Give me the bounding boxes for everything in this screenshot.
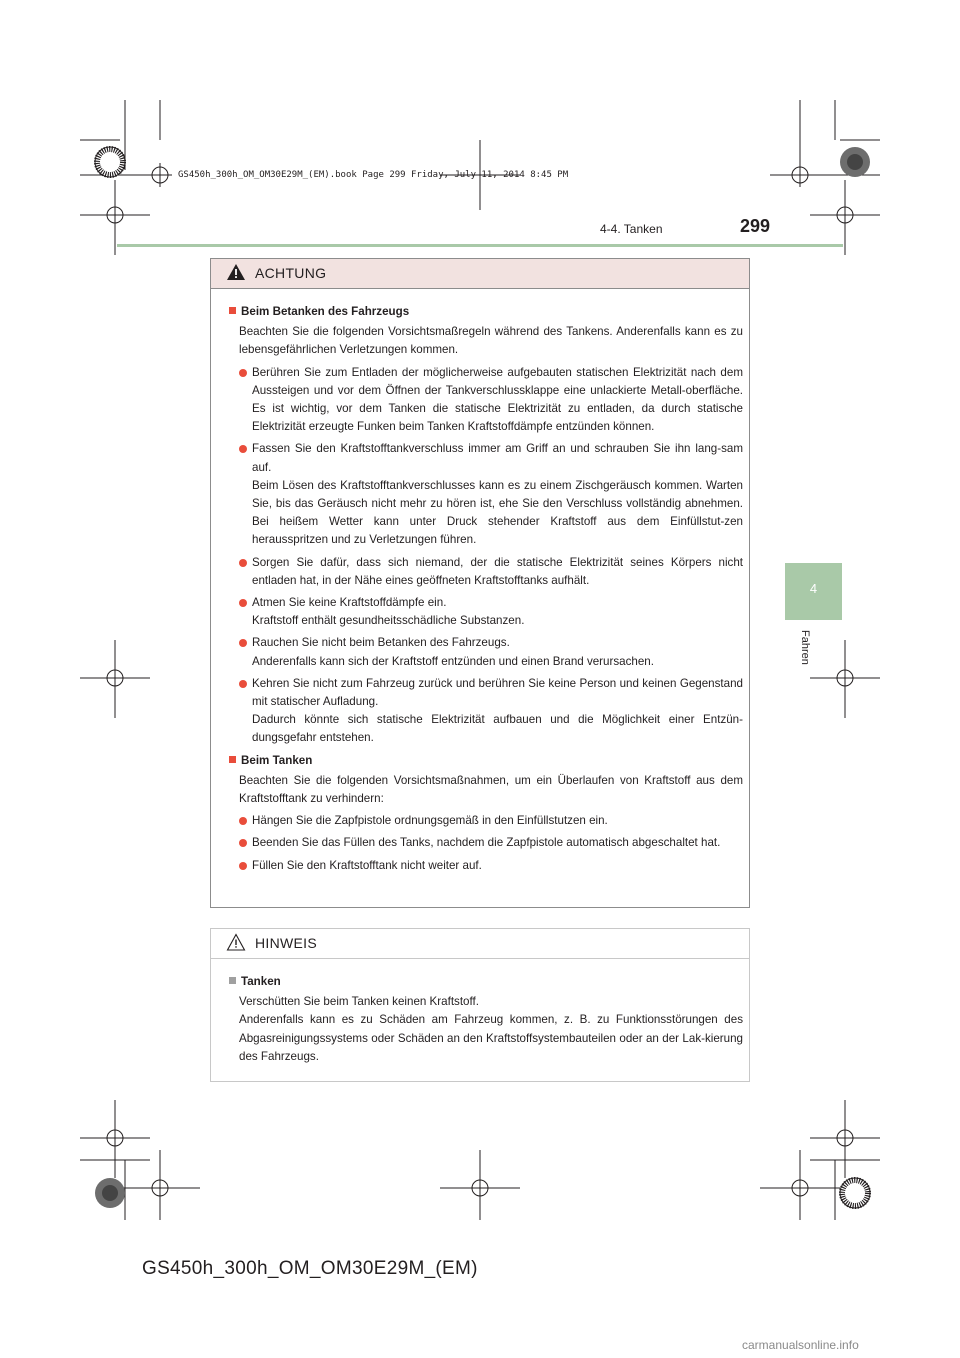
caution-box xyxy=(210,258,750,908)
bullet-dot-icon xyxy=(239,862,247,870)
section-intro: Beachten Sie die folgenden Vorsichtsmaßnahmen, um ein Überlaufen von Kraftstoff aus dem Kraftstofftank zu verhindern: xyxy=(239,773,743,806)
list-item: Kehren Sie nicht zum Fahrzeug zurück und berühren Sie keine Person und keinen Gegenstand mit statischer Aufladung. Dadurch könnte sich statische Elektrizität aufbauen und die Möglichkeit einer Entzün-dungsgefahr entstehen. xyxy=(229,675,743,748)
notice-box xyxy=(210,928,750,1082)
square-bullet-icon xyxy=(229,756,236,763)
bullet-dot-icon xyxy=(239,445,247,453)
bullet-dot-icon xyxy=(239,680,247,688)
caution-title: ACHTUNG xyxy=(255,265,327,281)
notice-text: Verschütten Sie beim Tanken keinen Kraftstoff. Anderenfalls kann es zu Schäden am Fahrzeug kommen, z. B. zu Funktionsstörungen des Abgasreinigungssystems oder Schäden an den Kraftstoffsystembauteilen oder an der Lak-kierung des Fahrzeugs. xyxy=(239,995,743,1063)
bullet-dot-icon xyxy=(239,817,247,825)
bullet-dot-icon xyxy=(239,369,247,377)
square-bullet-icon xyxy=(229,307,236,314)
bullet-dot-icon xyxy=(239,599,247,607)
section-intro: Beachten Sie die folgenden Vorsichtsmaßregeln während des Tankens. Anderenfalls kann es zu lebensgefährlichen Verletzungen kommen. xyxy=(239,325,743,357)
notice-triangle-icon xyxy=(226,933,246,951)
list-item: Fassen Sie den Kraftstofftankverschluss immer am Griff an und schrauben Sie ihn lang-sam auf. Beim Lösen des Kraftstofftankverschlusses kann es zu einem Zischgeräusch kommen. Warten Sie, bis das Geräusch nicht mehr zu hören ist, ehe Sie den Verschluss vollständig abnehmen. Bei heißem Wetter kann unter Druck stehender Kraftstoff aus dem Einfüllstut-zen herausspritzen und zu Verletzungen führen. xyxy=(229,440,743,549)
list-item: Rauchen Sie nicht beim Betanken des Fahrzeugs. Anderenfalls kann sich der Kraftstoff entzünden und einen Brand verursachen. xyxy=(229,634,743,670)
caution-body xyxy=(211,289,749,875)
bullet-dot-icon xyxy=(239,559,247,567)
square-bullet-icon xyxy=(229,977,236,984)
section-title: 4-4. Tanken xyxy=(600,222,663,236)
warning-triangle-icon xyxy=(226,263,246,281)
header-rule xyxy=(117,244,843,247)
file-header: GS450h_300h_OM_OM30E29M_(EM).book Page 299 Friday, July 11, 2014 8:45 PM xyxy=(178,170,569,180)
notice-body xyxy=(211,959,749,1066)
list-item: Hängen Sie die Zapfpistole ordnungsgemäß in den Einfüllstutzen ein. xyxy=(229,812,743,830)
list-item: Berühren Sie zum Entladen der möglicherweise aufgebauten statischen Elektrizität nach dem Aussteigen und vor dem Öffnen der Tankverschlussklappe eine unlackierte Metall-oberfläche. Es ist wichtig, vor dem Tanken die statische Elektrizität zu entladen, da durch statische Elektrizität erzeugte Funken beim Tanken Kraftstoffdämpfe entzünden können. xyxy=(229,364,743,437)
bullet-dot-icon xyxy=(239,639,247,647)
chapter-number: 4 xyxy=(809,581,818,596)
section-heading: Tanken xyxy=(229,973,743,991)
caution-section xyxy=(221,752,743,875)
caution-header xyxy=(211,259,749,289)
document-code: GS450h_300h_OM_OM30E29M_(EM) xyxy=(142,1258,478,1279)
list-item: Beenden Sie das Füllen des Tanks, nachdem die Zapfpistole automatisch abgeschaltet hat. xyxy=(229,834,743,852)
section-heading: Beim Tanken xyxy=(229,752,743,770)
chapter-label: Fahren xyxy=(799,630,811,665)
chapter-tab xyxy=(785,563,842,620)
notice-header xyxy=(211,929,749,959)
section-heading: Beim Betanken des Fahrzeugs xyxy=(229,303,743,321)
list-item: Sorgen Sie dafür, dass sich niemand, der die statische Elektrizität seines Körpers nicht entladen hat, in der Nähe eines geöffneten Kraftstofftanks aufhält. xyxy=(229,554,743,590)
watermark: carmanualsonline.info xyxy=(742,1338,859,1352)
bullet-dot-icon xyxy=(239,839,247,847)
list-item: Füllen Sie den Kraftstofftank nicht weiter auf. xyxy=(229,857,743,875)
notice-section xyxy=(221,973,743,1066)
notice-title: HINWEIS xyxy=(255,935,317,951)
caution-section xyxy=(221,303,743,748)
list-item: Atmen Sie keine Kraftstoffdämpfe ein. Kraftstoff enthält gesundheitsschädliche Substanzen. xyxy=(229,594,743,630)
page-number: 299 xyxy=(740,216,771,236)
